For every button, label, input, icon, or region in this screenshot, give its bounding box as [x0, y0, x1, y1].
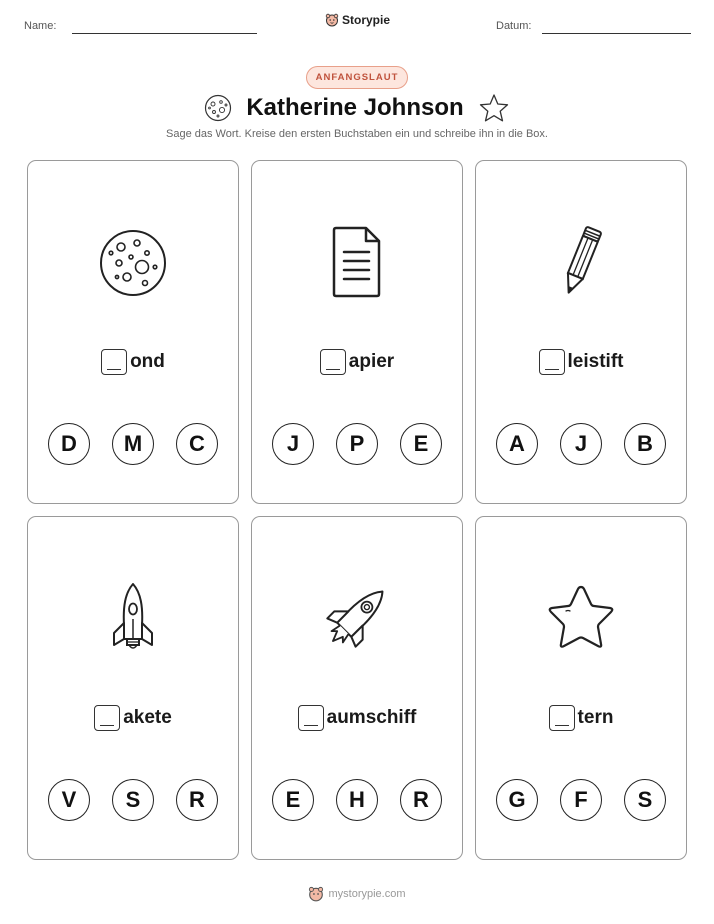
- choice-letter[interactable]: J: [560, 423, 602, 465]
- word-card: [251, 516, 463, 860]
- word-fragment: ond: [130, 351, 165, 372]
- word-fragment: apier: [348, 351, 395, 372]
- footer-url[interactable]: mystorypie.com: [328, 888, 406, 900]
- choice-letter[interactable]: R: [176, 779, 218, 821]
- date-label: Datum:: [496, 20, 532, 32]
- word-fragment: tern: [577, 707, 614, 728]
- choice-row: [28, 423, 238, 465]
- answer-box[interactable]: [101, 349, 127, 375]
- brand-name: Storypie: [342, 13, 391, 27]
- word-fragment: akete: [123, 707, 172, 728]
- choice-letter[interactable]: G: [496, 779, 538, 821]
- word-card: [251, 160, 463, 504]
- choice-row: [252, 779, 462, 821]
- choice-letter[interactable]: E: [272, 779, 314, 821]
- word-card: [475, 516, 687, 860]
- date-field-line[interactable]: [542, 33, 691, 34]
- choice-row: [28, 779, 238, 821]
- pencil-icon: [556, 223, 606, 301]
- word-card: [475, 160, 687, 504]
- choice-letter[interactable]: V: [48, 779, 90, 821]
- storypie-mascot-icon: [308, 886, 324, 902]
- answer-box[interactable]: [298, 705, 324, 731]
- rocket-diagonal-icon: [321, 579, 393, 655]
- moon-icon: [97, 227, 169, 299]
- card-picture: [28, 581, 238, 655]
- title-row: [0, 92, 714, 124]
- storypie-mascot-icon: [325, 13, 339, 27]
- answer-box[interactable]: [539, 349, 565, 375]
- word-row: [252, 705, 462, 731]
- word-card: [27, 516, 239, 860]
- word-card: [27, 160, 239, 504]
- star-icon: [544, 583, 618, 653]
- choice-letter[interactable]: J: [272, 423, 314, 465]
- choice-letter[interactable]: C: [176, 423, 218, 465]
- card-picture: [476, 223, 686, 301]
- choice-row: [476, 779, 686, 821]
- word-fragment: leistift: [567, 351, 624, 372]
- word-fragment: aumschiff: [326, 707, 417, 728]
- card-picture: [28, 227, 238, 299]
- name-label: Name:: [24, 20, 57, 32]
- rocket-upright-icon: [108, 581, 158, 655]
- choice-letter[interactable]: P: [336, 423, 378, 465]
- choice-letter[interactable]: H: [336, 779, 378, 821]
- category-badge: [306, 66, 408, 89]
- answer-box[interactable]: [549, 705, 575, 731]
- choice-letter[interactable]: E: [400, 423, 442, 465]
- instructions: Sage das Wort. Kreise den ersten Buchstaben ein und schreibe ihn in die Box.: [166, 128, 548, 140]
- choice-letter[interactable]: R: [400, 779, 442, 821]
- answer-box[interactable]: [94, 705, 120, 731]
- moon-icon: [204, 94, 232, 122]
- choice-letter[interactable]: S: [112, 779, 154, 821]
- choice-row: [476, 423, 686, 465]
- card-picture: [476, 583, 686, 653]
- brand-logo: [325, 13, 390, 27]
- choice-letter[interactable]: B: [624, 423, 666, 465]
- choice-letter[interactable]: D: [48, 423, 90, 465]
- word-row: [28, 349, 238, 375]
- header: [0, 0, 714, 50]
- word-row: [476, 349, 686, 375]
- word-row: [476, 705, 686, 731]
- choice-letter[interactable]: A: [496, 423, 538, 465]
- choice-letter[interactable]: F: [560, 779, 602, 821]
- card-picture: [252, 225, 462, 299]
- star-icon: [478, 93, 510, 123]
- name-field-line[interactable]: [72, 33, 257, 34]
- page-title: Katherine Johnson: [246, 94, 464, 121]
- choice-letter[interactable]: M: [112, 423, 154, 465]
- footer: [0, 886, 714, 902]
- card-picture: [252, 579, 462, 655]
- document-icon: [327, 225, 387, 299]
- badge-label: ANFANGSLAUT: [315, 72, 399, 83]
- answer-box[interactable]: [320, 349, 346, 375]
- choice-letter[interactable]: S: [624, 779, 666, 821]
- word-row: [252, 349, 462, 375]
- choice-row: [252, 423, 462, 465]
- word-row: [28, 705, 238, 731]
